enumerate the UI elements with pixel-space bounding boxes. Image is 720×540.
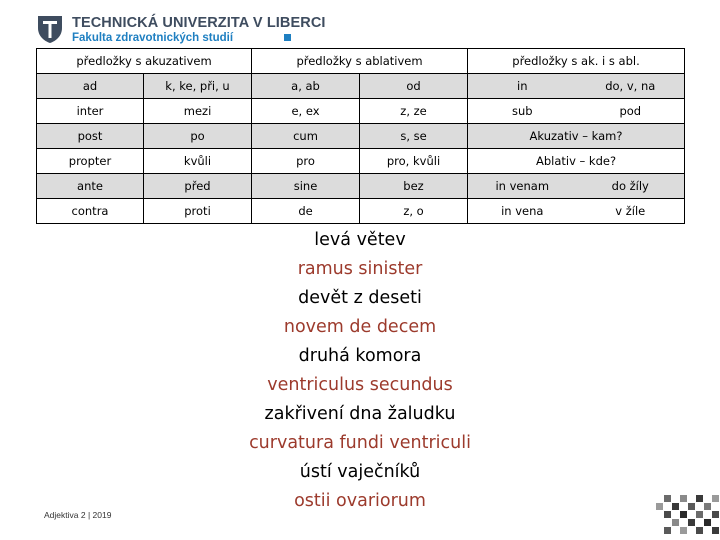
table-cell: post xyxy=(37,124,144,149)
logo-square-icon xyxy=(284,34,291,41)
table-cell: de xyxy=(252,199,360,224)
table-cell: sine xyxy=(252,174,360,199)
university-name: TECHNICKÁ UNIVERZITA V LIBERCI xyxy=(72,15,326,31)
table-cell: sub xyxy=(468,99,577,124)
phrase-latin: curvatura fundi ventriculi xyxy=(249,433,471,453)
table-cell: s, se xyxy=(360,124,468,149)
prepositions-table xyxy=(36,48,685,224)
table-cell: pro, kvůli xyxy=(360,149,468,174)
phrase-latin: novem de decem xyxy=(283,317,437,337)
header-ablative: předložky s ablativem xyxy=(252,49,468,74)
table-cell: ante xyxy=(37,174,144,199)
table-cell: cum xyxy=(252,124,360,149)
faculty-name: Fakulta zdravotnických studií xyxy=(72,32,234,44)
table-cell: in venam xyxy=(468,174,577,199)
phrase-czech: zakřivení dna žaludku xyxy=(264,404,456,424)
phrase-list xyxy=(200,226,520,516)
table-cell: e, ex xyxy=(252,99,360,124)
table-cell: do žíly xyxy=(577,174,685,199)
phrase-czech: ústí vaječníků xyxy=(299,462,421,482)
table-cell-ablative-question: Ablativ – kde? xyxy=(468,149,685,174)
table-row xyxy=(37,199,685,224)
phrase-czech: devět z deseti xyxy=(298,288,422,308)
table-cell: pod xyxy=(577,99,685,124)
table-header-row xyxy=(37,49,685,74)
table-cell: propter xyxy=(37,149,144,174)
pixel-pattern-icon xyxy=(656,493,720,540)
phrase-latin: ramus sinister xyxy=(297,259,423,279)
table-cell: k, ke, při, u xyxy=(144,74,252,99)
table-row xyxy=(37,124,685,149)
table-cell: kvůli xyxy=(144,149,252,174)
table-cell: in vena xyxy=(468,199,577,224)
table-cell: pro xyxy=(252,149,360,174)
table-cell: z, o xyxy=(360,199,468,224)
table-cell: od xyxy=(360,74,468,99)
university-logo xyxy=(36,14,326,48)
table-cell-accusative-question: Akuzativ – kam? xyxy=(468,124,685,149)
table-cell: do, v, na xyxy=(577,74,685,99)
table-cell: po xyxy=(144,124,252,149)
table-cell: a, ab xyxy=(252,74,360,99)
university-emblem-icon xyxy=(36,14,64,44)
table-cell: bez xyxy=(360,174,468,199)
table-cell: contra xyxy=(37,199,144,224)
table-cell: in xyxy=(468,74,577,99)
table-cell: mezi xyxy=(144,99,252,124)
table-row xyxy=(37,174,685,199)
table-row xyxy=(37,149,685,174)
table-cell: ad xyxy=(37,74,144,99)
table-row xyxy=(37,74,685,99)
phrase-latin: ostii ovariorum xyxy=(294,491,426,511)
table-row xyxy=(37,99,685,124)
table-cell: z, ze xyxy=(360,99,468,124)
table-cell: inter xyxy=(37,99,144,124)
phrase-czech: druhá komora xyxy=(298,346,422,366)
header-both-cases: předložky s ak. i s abl. xyxy=(468,49,685,74)
table-cell: proti xyxy=(144,199,252,224)
table-cell: v žíle xyxy=(577,199,685,224)
header-accusative: předložky s akuzativem xyxy=(37,49,252,74)
table-cell: před xyxy=(144,174,252,199)
slide-footer: Adjektiva 2 | 2019 xyxy=(44,510,112,520)
phrase-latin: ventriculus secundus xyxy=(267,375,453,395)
phrase-czech: levá větev xyxy=(314,230,406,250)
